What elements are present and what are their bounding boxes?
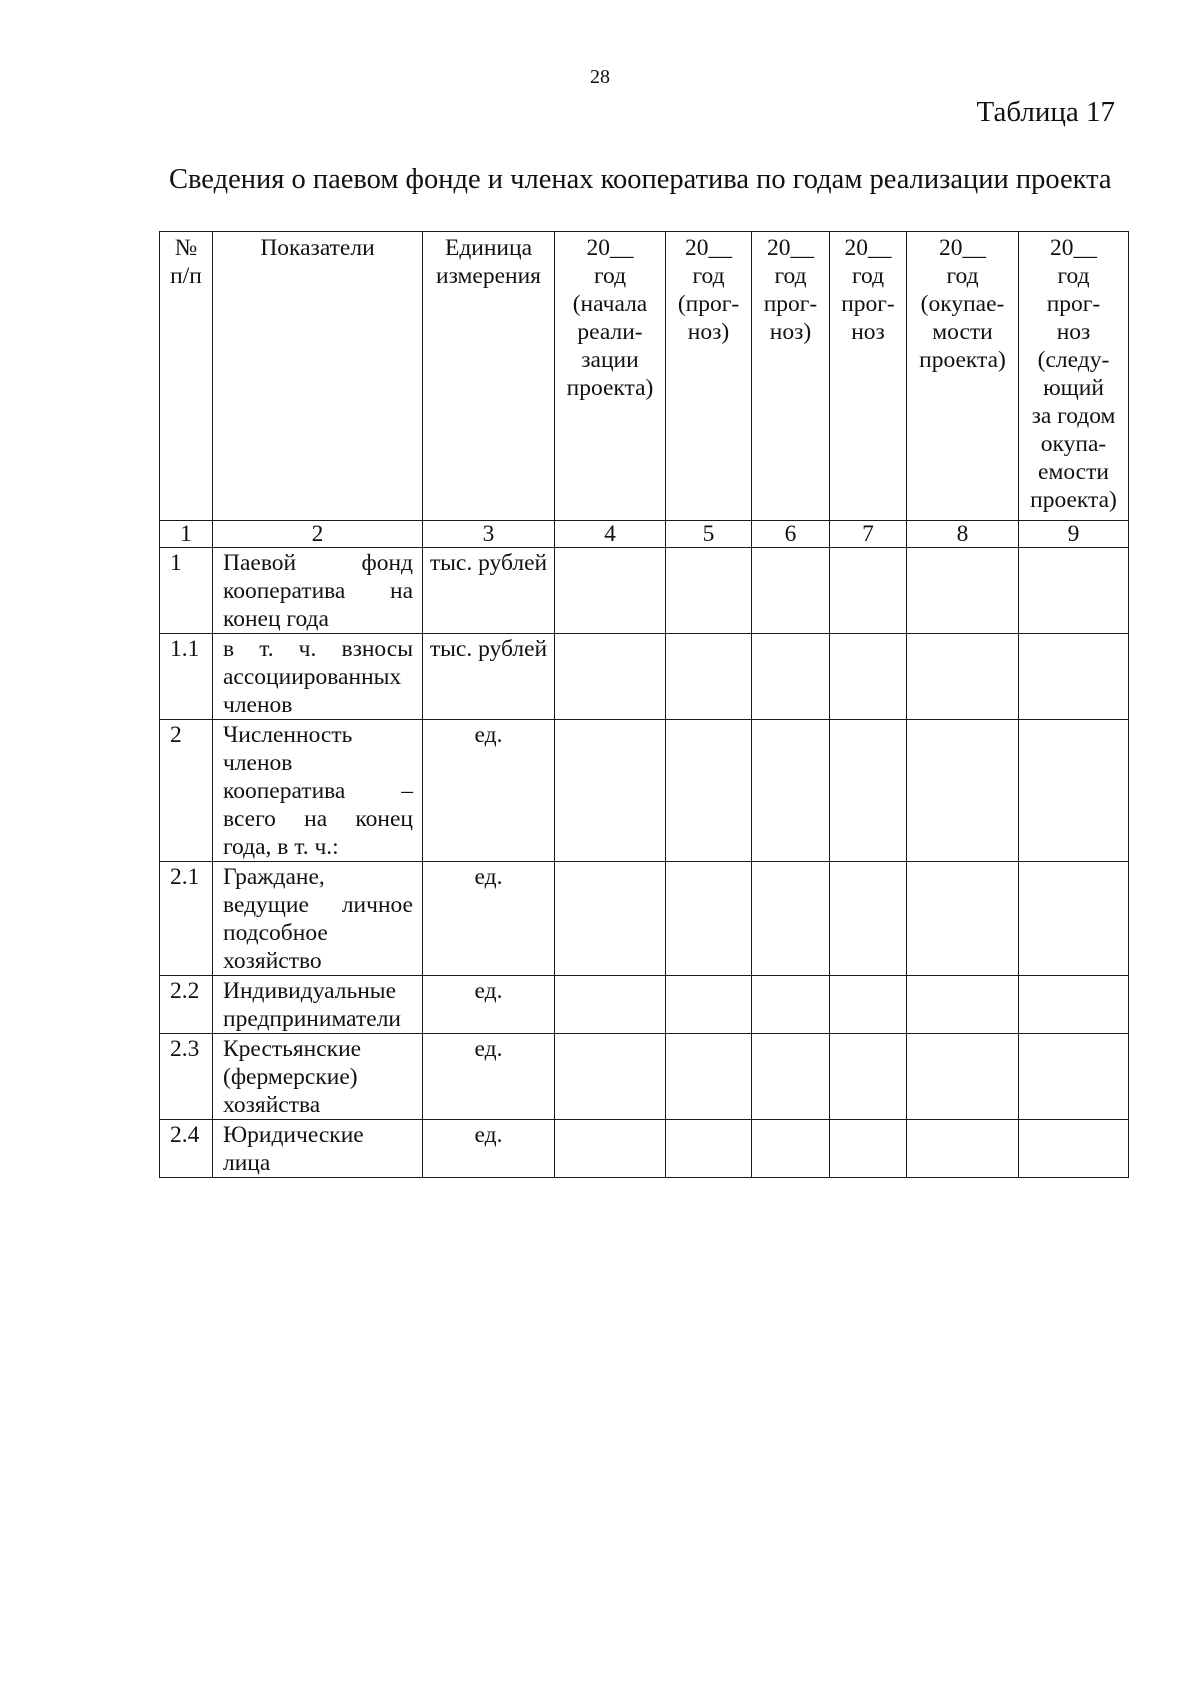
indicator-cell: Индивидуальные предприниматели [213,976,423,1034]
value-cell[interactable] [555,862,666,976]
value-cell[interactable] [555,634,666,720]
header-line: 20__ [685,235,732,261]
value-cell[interactable] [555,548,666,634]
header-cell [1019,232,1129,521]
value-cell[interactable] [1019,720,1129,862]
header-line: Единица [444,235,533,261]
value-cell[interactable] [666,862,752,976]
value-cell[interactable] [752,976,830,1034]
value-cell[interactable] [907,976,1019,1034]
header-line: (следу- [1037,347,1110,373]
value-cell[interactable] [555,1120,666,1178]
header-cell [555,232,666,521]
value-cell[interactable] [1019,634,1129,720]
header-line: ноз [851,319,885,345]
row-number: 2 [160,720,213,862]
value-cell[interactable] [1019,548,1129,634]
value-cell[interactable] [830,976,907,1034]
table-row [160,1120,1129,1178]
header-line: год [1057,263,1090,289]
value-cell[interactable] [666,634,752,720]
value-cell[interactable] [752,1120,830,1178]
header-line: № [174,235,198,261]
indicator-cell: Численность членов кооператива – всего на конец года, в т. ч.: [213,720,423,862]
value-cell[interactable] [666,1034,752,1120]
header-line: Показатели [260,235,375,261]
indicator-cell: Юридические лица [213,1120,423,1178]
header-line: ющий [1043,375,1104,401]
header-cell [666,232,752,521]
column-number: 3 [423,521,555,548]
header-line: год [946,263,979,289]
row-number: 2.1 [160,862,213,976]
value-cell[interactable] [752,548,830,634]
header-cell [160,232,213,521]
value-cell[interactable] [830,548,907,634]
header-line: мости [932,319,993,345]
header-line: прог- [1046,291,1101,317]
value-cell[interactable] [555,1034,666,1120]
table-header-row [160,232,1129,521]
value-cell[interactable] [830,720,907,862]
header-line: зации [581,347,639,373]
value-cell[interactable] [830,634,907,720]
header-cell [907,232,1019,521]
unit-cell: тыс. рублей [423,634,555,720]
value-cell[interactable] [1019,1034,1129,1120]
row-number: 2.4 [160,1120,213,1178]
unit-cell: ед. [423,976,555,1034]
header-line: ноз) [769,319,812,345]
unit-cell: ед. [423,1120,555,1178]
header-line: ноз [1056,319,1091,345]
header-line: (начала [572,291,648,317]
value-cell[interactable] [1019,976,1129,1034]
value-cell[interactable] [752,634,830,720]
header-line: проекта) [566,375,654,401]
header-line: реали- [577,319,643,345]
header-line: ноз) [687,319,730,345]
header-line: 20__ [767,235,814,261]
header-line: год [692,263,725,289]
table-row [160,720,1129,862]
header-line: 20__ [844,235,892,261]
column-number: 8 [907,521,1019,548]
header-line: проекта) [919,347,1006,373]
value-cell[interactable] [907,1034,1019,1120]
header-cell [423,232,555,521]
header-cell [752,232,830,521]
indicator-cell: Паевой фонд кооператива на конец года [213,548,423,634]
column-number: 7 [830,521,907,548]
header-line: 20__ [1050,235,1097,261]
value-cell[interactable] [666,976,752,1034]
indicator-cell: в т. ч. взносы ассоциированных членов [213,634,423,720]
value-cell[interactable] [666,548,752,634]
header-line: п/п [170,263,202,289]
table-row [160,976,1129,1034]
column-number: 4 [555,521,666,548]
value-cell[interactable] [907,548,1019,634]
column-number: 6 [752,521,830,548]
value-cell[interactable] [1019,862,1129,976]
document-title: Сведения о паевом фонде и членах кооператива по годам реализации проекта [169,164,1112,195]
header-cell [213,232,423,521]
header-line: измерения [436,263,541,289]
header-line: окупа- [1040,431,1107,457]
unit-cell: ед. [423,862,555,976]
value-cell[interactable] [555,976,666,1034]
column-number-row [160,521,1129,548]
header-line: год [593,263,627,289]
value-cell[interactable] [752,862,830,976]
header-line: 20__ [939,235,986,261]
value-cell[interactable] [666,720,752,862]
unit-cell: ед. [423,720,555,862]
row-number: 1 [160,548,213,634]
table-label: Таблица 17 [976,96,1115,128]
value-cell[interactable] [1019,1120,1129,1178]
indicator-cell: Граждане, ведущие личное подсобное хозяйство [213,862,423,976]
row-number: 2.2 [160,976,213,1034]
column-number: 5 [666,521,752,548]
value-cell[interactable] [555,720,666,862]
row-number: 2.3 [160,1034,213,1120]
column-number: 2 [213,521,423,548]
page-number: 28 [590,66,610,88]
value-cell[interactable] [830,1120,907,1178]
header-line: 20__ [586,235,634,261]
unit-cell: ед. [423,1034,555,1120]
table-row [160,548,1129,634]
table-row [160,1034,1129,1120]
column-number: 9 [1019,521,1129,548]
column-number: 1 [160,521,213,548]
header-line: проекта) [1030,487,1117,513]
cooperative-fund-table [159,231,1129,1178]
header-line: год [851,263,885,289]
value-cell[interactable] [752,1034,830,1120]
value-cell[interactable] [907,862,1019,976]
value-cell[interactable] [907,1120,1019,1178]
header-line: прог- [763,291,818,317]
value-cell[interactable] [907,720,1019,862]
header-line: емости [1038,459,1109,485]
table-row [160,862,1129,976]
value-cell[interactable] [830,1034,907,1120]
row-number: 1.1 [160,634,213,720]
table-row [160,634,1129,720]
value-cell[interactable] [666,1120,752,1178]
header-line: прог- [841,291,895,317]
indicator-cell: Крестьянские (фермерские) хозяйства [213,1034,423,1120]
header-line: (окупае- [920,291,1005,317]
value-cell[interactable] [907,634,1019,720]
value-cell[interactable] [752,720,830,862]
header-line: (прог- [677,291,740,317]
header-cell [830,232,907,521]
value-cell[interactable] [830,862,907,976]
header-line: за годом [1031,403,1116,429]
unit-cell: тыс. рублей [423,548,555,634]
header-line: год [774,263,807,289]
